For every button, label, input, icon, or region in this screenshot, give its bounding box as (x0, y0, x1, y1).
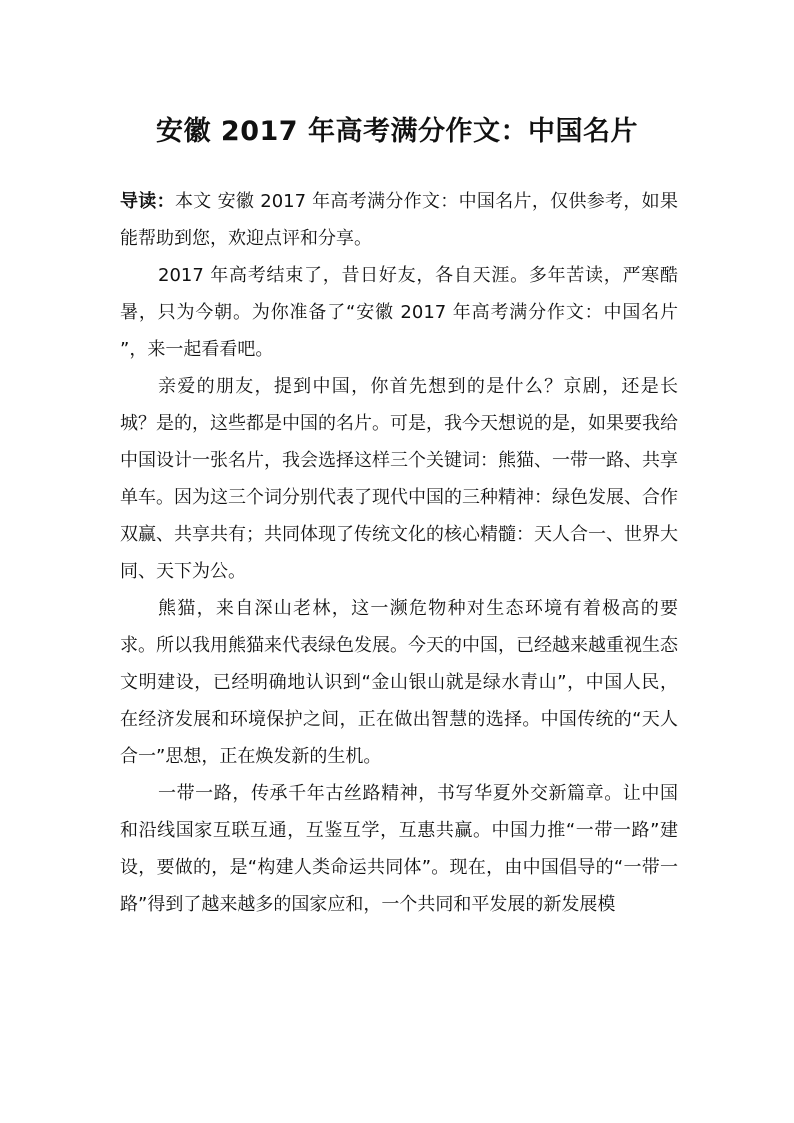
body-paragraph-3: 熊猫，来自深山老林，这一濒危物种对生态环境有着极高的要求。所以我用熊猫来代表绿色发展。今天的中国，已经越来越重视生态文明建设，已经明确地认识到“金山银山就是绿水青山”，中国人民，在经济发展和环境保护之间，正在做出智慧的选择。中国传统的“天人合一”思想，正在焕发新的生机。 (120, 598, 678, 767)
intro-text: 本文 安徽 2017 年高考满分作文：中国名片，仅供参考，如果能帮助到您，欢迎点评和分享。 (120, 191, 678, 249)
document-title: 安徽 2017 年高考满分作文：中国名片 (156, 116, 638, 147)
intro-paragraph (120, 183, 678, 257)
body-paragraph-4: 一带一路，传承千年古丝路精神，书写华夏外交新篇章。让中国和沿线国家互联互通，互鉴互学，互惠共赢。中国力推“一带一路”建设，要做的，是“构建人类命运共同体”。现在，由中国倡导的“一带一路”得到了越来越多的国家应和，一个共同和平发展的新发展模 (120, 783, 678, 915)
body-paragraph-2: 亲爱的朋友，提到中国，你首先想到的是什么？京剧，还是长城？是的，这些都是中国的名片。可是，我今天想说的是，如果要我给中国设计一张名片，我会选择这样三个关键词：熊猫、一带一路、共享单车。因为这三个词分别代表了现代中国的三种精神：绿色发展、合作双赢、共享共有；共同体现了传统文化的核心精髓：天人合一、世界大同、天下为公。 (120, 376, 678, 582)
intro-label: 导读： (120, 191, 175, 212)
document-body (120, 183, 678, 923)
body-paragraph-1: 2017 年高考结束了，昔日好友，各自天涯。多年苦读，严寒酷暑，只为今朝。为你准备了“安徽 2017 年高考满分作文：中国名片 ”，来一起看看吧。 (120, 265, 678, 360)
